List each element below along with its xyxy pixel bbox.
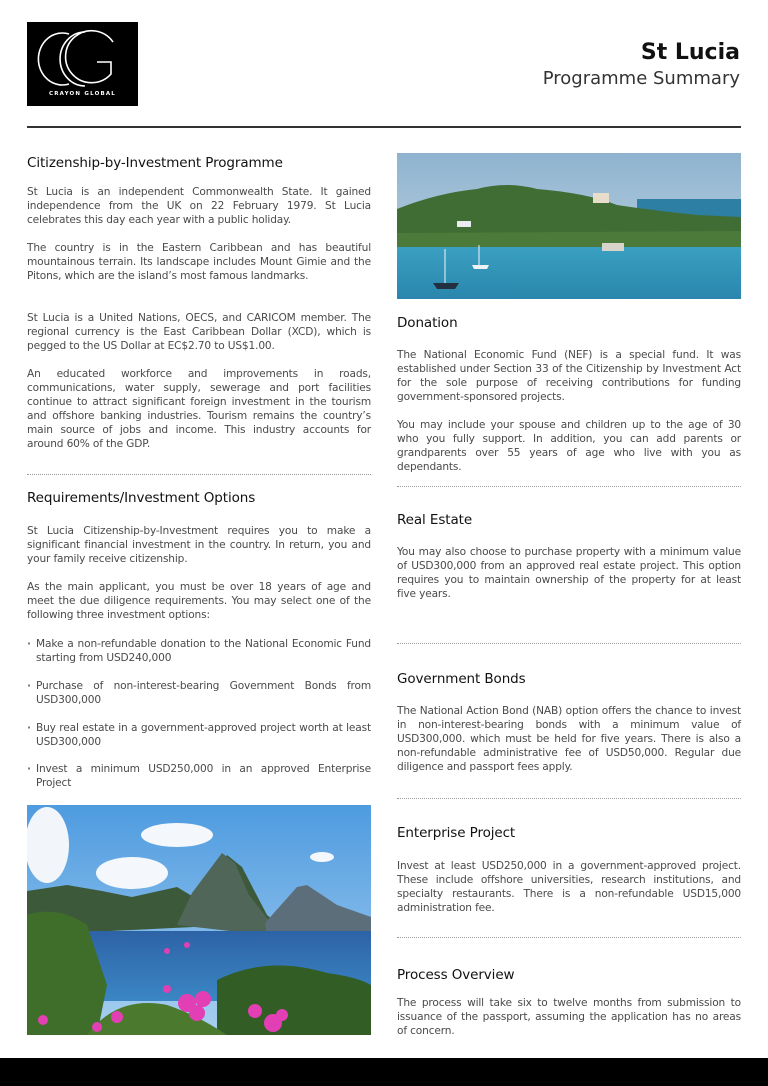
cbi-paragraph: St Lucia is an independent Commonwealth State. It gained independence from the UK on 22 February 1979. St Lucia celebrates this day each year with a public holiday. [27,186,371,226]
government-bonds-paragraph: The National Action Bond (NAB) option offers the chance to invest in non-interest-bearing bonds with a minimum value of USD300,000. which must be held for five years. There is also a non-refundable administrative fee of USD50,000. Regular due diligence and passport fees apply. [397,705,741,773]
enterprise-paragraph: Invest at least USD250,000 in a government-approved project. These include offshore universities, research institutions, and specialty restaurants. There is a non-refundable USD15,000 administration fee. [397,860,741,914]
donation-paragraph: The National Economic Fund (NEF) is a special fund. It was established under Section 33 of the Citizenship by Investment Act for the sole purpose of receiving contributions for funding government-sponsored projects. [397,349,741,403]
cbi-paragraph: St Lucia is a United Nations, OECS, and CARICOM member. The regional currency is the East Caribbean Dollar (XCD), which is pegged to the US Dollar at EC$2.70 to US$1.00. [27,312,371,352]
requirements-paragraph: St Lucia Citizenship-by-Investment requires you to make a significant financial investment in the country. In return, you and your family receive citizenship. [27,525,371,565]
harbour-landscape-photo [397,153,741,299]
footer-bar [0,1058,768,1086]
logo-wordmark: CRAYON GLOBAL [48,91,117,97]
process-heading: Process Overview [397,967,515,983]
section-divider [397,486,741,487]
donation-paragraph: You may include your spouse and children up to the age of 30 who you fully support. In addition, you can add parents or grandparents over 55 years of age who live with you as dependants. [397,419,741,473]
cbi-paragraph: The country is in the Eastern Caribbean and has beautiful mountainous terrain. Its landscape includes Mount Gimie and the Pitons, which are the island’s most famous landmarks. [27,242,371,282]
crayon-global-logo [27,22,138,106]
real-estate-paragraph: You may also choose to purchase property with a minimum value of USD300,000 from an approved real estate project. This option requires you to maintain ownership of the property for at least five years. [397,546,741,600]
process-paragraph: The process will take six to twelve months from submission to issuance of the passport, assuming the application has no areas of concern. [397,997,741,1037]
page-title: St Lucia [640,40,740,65]
header-divider [27,126,741,128]
requirements-paragraph: As the main applicant, you must be over 18 years of age and meet the due diligence requirements. You may select one of the following three investment options: [27,581,371,621]
investment-option: · Invest a minimum USD250,000 in an approved Enterprise Project [27,763,371,791]
real-estate-heading: Real Estate [397,512,473,528]
investment-option: · Buy real estate in a government-approved project worth at least USD300,000 [27,722,371,750]
requirements-heading: Requirements/Investment Options [27,490,256,506]
enterprise-heading: Enterprise Project [397,825,516,841]
investment-options-list [27,638,371,805]
section-divider [397,798,741,799]
page-subtitle: Programme Summary [542,68,740,89]
investment-option: · Purchase of non-interest-bearing Government Bonds from USD300,000 [27,680,371,708]
section-divider [397,643,741,644]
government-bonds-heading: Government Bonds [397,671,526,687]
donation-heading: Donation [397,315,458,331]
cbi-heading: Citizenship-by-Investment Programme [27,155,283,171]
pitons-landscape-photo [27,805,371,1035]
section-divider [397,937,741,938]
investment-option: · Make a non-refundable donation to the National Economic Fund starting from USD240,000 [27,638,371,666]
section-divider [27,474,371,475]
cbi-paragraph: An educated workforce and improvements in roads, communications, water supply, sewerage and port facilities continue to attract significant foreign investment in the tourism and offshore banking industries. Tourism remains the country’s main source of jobs and income. This industry accounts for around 60% of the GDP. [27,368,371,450]
